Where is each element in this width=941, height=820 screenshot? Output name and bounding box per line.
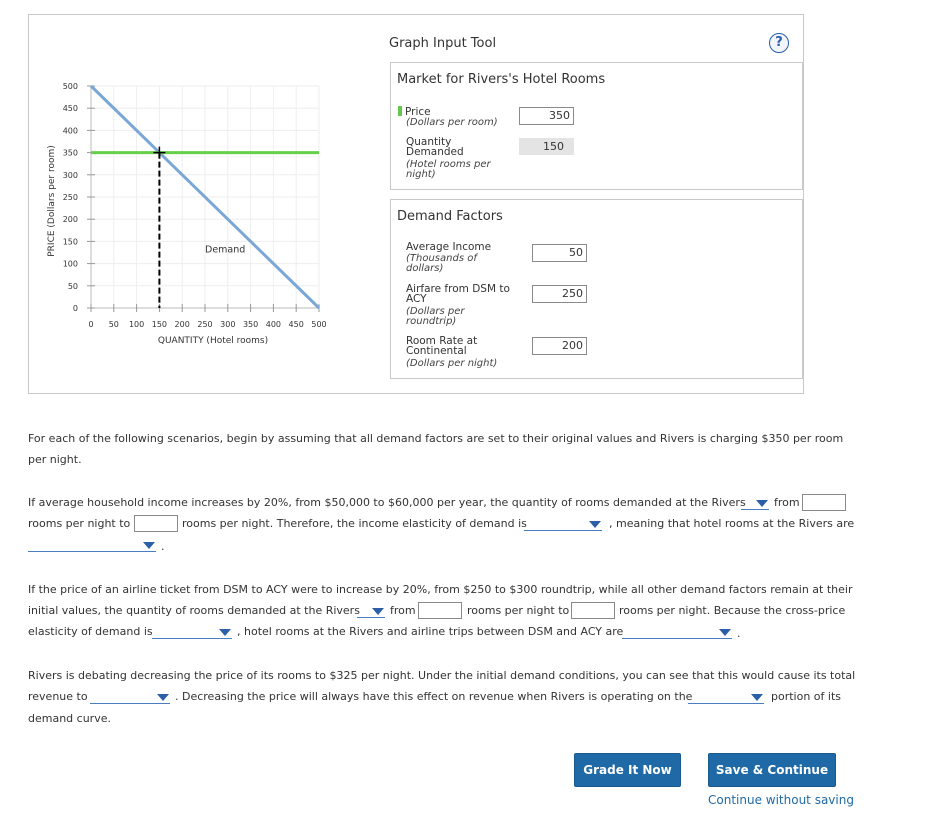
- q1-text-d: rooms per night. Therefore, the income elasticity of demand is: [182, 517, 527, 530]
- intro-line-2: per night.: [28, 453, 82, 466]
- airfare-label-1: Airfare from DSM to: [406, 283, 510, 295]
- market-panel: [390, 62, 803, 190]
- x-tick-label: 500: [311, 320, 327, 329]
- y-tick-label: 250: [62, 193, 78, 202]
- q2-relationship-dropdown[interactable]: [622, 625, 732, 639]
- tool-title: Graph Input Tool: [389, 36, 497, 51]
- demand-factors-panel: [390, 199, 803, 379]
- q1-text-e: , meaning that hotel rooms at the Rivers are: [609, 517, 855, 530]
- q3-portion-dropdown[interactable]: [688, 690, 764, 704]
- intro-line-1: For each of the following scenarios, begin by assuming that all demand factors are set to their original values and Rivers is charging $350 per room: [28, 432, 844, 445]
- chevron-down-icon: [157, 694, 169, 701]
- airfare-input[interactable]: 250: [532, 285, 587, 303]
- room-rate-label-1: Room Rate at: [406, 335, 478, 347]
- demand-curve-label: Demand: [205, 244, 246, 256]
- q1-good-type-dropdown[interactable]: [28, 538, 156, 552]
- q1-text-a: If average household income increases by 20%, from $50,000 to $60,000 per year, the quantity of rooms demanded at the Rivers: [28, 496, 746, 509]
- x-tick-label: 350: [242, 320, 259, 329]
- q3-text-c: . Decreasing the price will always have this effect on revenue when Rivers is operating on the: [175, 690, 693, 703]
- qty-label-2: Demanded: [406, 146, 464, 158]
- q2-elasticity-dropdown[interactable]: [152, 625, 232, 639]
- x-tick-label: 250: [197, 320, 213, 329]
- q2-text-d: rooms per night to: [467, 604, 570, 617]
- q3-revenue-dropdown[interactable]: [90, 690, 170, 704]
- qty-unit-1: (Hotel rooms per: [406, 159, 491, 170]
- room-rate-label-2: Continental: [406, 345, 467, 357]
- chevron-down-icon: [756, 500, 768, 507]
- price-unit: (Dollars per room): [406, 117, 498, 128]
- room-rate-input[interactable]: 200: [532, 337, 587, 355]
- x-tick-label: 450: [288, 320, 304, 329]
- q3-text-a: Rivers is debating decreasing the price of its rooms to $325 per night. Under the initial demand conditions, you can see that this would cause its total: [28, 669, 856, 682]
- q2-direction-dropdown[interactable]: [357, 604, 385, 618]
- q2-text-b: initial values, the quantity of rooms demanded at the Rivers: [28, 604, 360, 617]
- y-tick-label: 0: [72, 304, 78, 313]
- x-tick-label: 0: [88, 320, 94, 329]
- x-tick-label: 100: [128, 320, 145, 329]
- q2-text-g: , hotel rooms at the Rivers and airline trips between DSM and ACY are: [237, 625, 624, 638]
- income-unit-2: dollars): [406, 263, 444, 274]
- q1-text-from: from: [774, 496, 800, 509]
- q1-from-input[interactable]: [802, 494, 846, 511]
- grade-it-now-button[interactable]: Grade It Now: [574, 753, 681, 787]
- factors-panel-title: Demand Factors: [397, 209, 503, 224]
- q3-text-d: portion of its: [771, 690, 842, 703]
- save-continue-button[interactable]: Save & Continue: [708, 753, 836, 787]
- airfare-label-2: ACY: [406, 293, 427, 305]
- y-tick-label: 500: [62, 82, 78, 91]
- qty-unit-2: night): [406, 169, 436, 180]
- price-swatch-icon: [398, 106, 402, 116]
- continue-without-saving-link[interactable]: Continue without saving: [708, 793, 854, 807]
- chevron-down-icon: [219, 629, 231, 636]
- chevron-down-icon: [143, 542, 155, 549]
- x-tick-label: 300: [220, 320, 236, 329]
- chevron-down-icon: [372, 608, 384, 615]
- q2-text-f: elasticity of demand is: [28, 625, 153, 638]
- help-icon[interactable]: ?: [769, 33, 789, 53]
- q3-text-b: revenue to: [28, 690, 88, 703]
- x-axis-title: QUANTITY (Hotel rooms): [157, 336, 269, 346]
- y-tick-label: 450: [62, 104, 78, 114]
- qty-label-1: Quantity: [406, 136, 452, 148]
- y-tick-label: 150: [62, 237, 78, 247]
- airfare-unit-1: (Dollars per: [406, 306, 465, 317]
- demand-chart[interactable]: [40, 78, 340, 353]
- q2-from-input[interactable]: [418, 602, 462, 619]
- q2-text-a: If the price of an airline ticket from DSM to ACY were to increase by 20%, from $250 to $300 roundtrip, while all other demand factors remain at their: [28, 583, 853, 596]
- income-label: Average Income: [406, 241, 492, 253]
- x-tick-label: 150: [151, 320, 168, 329]
- q1-to-input[interactable]: [134, 515, 178, 532]
- x-tick-label: 200: [174, 320, 190, 329]
- q2-text-e: rooms per night. Because the cross-price: [619, 604, 846, 617]
- q1-direction-dropdown[interactable]: [741, 496, 769, 510]
- q1-text-period: .: [161, 540, 165, 553]
- y-tick-label: 100: [62, 259, 78, 269]
- price-input[interactable]: 350: [519, 107, 574, 125]
- q2-text-from: from: [390, 604, 416, 617]
- income-input[interactable]: 50: [532, 244, 587, 262]
- y-tick-label: 200: [62, 215, 78, 225]
- y-tick-label: 50: [67, 281, 78, 291]
- chevron-down-icon: [719, 629, 731, 636]
- q2-to-input[interactable]: [571, 602, 615, 619]
- q2-text-period: .: [737, 627, 741, 640]
- market-panel-title: Market for Rivers's Hotel Rooms: [397, 72, 606, 87]
- airfare-unit-2: roundtrip): [406, 316, 457, 327]
- income-unit-1: (Thousands of: [406, 253, 477, 264]
- q3-text-e: demand curve.: [28, 712, 111, 725]
- x-tick-label: 50: [108, 320, 119, 329]
- room-rate-unit: (Dollars per night): [406, 358, 498, 369]
- chevron-down-icon: [751, 694, 763, 701]
- y-axis-title: PRICE (Dollars per room): [47, 145, 57, 257]
- chevron-down-icon: [589, 521, 601, 528]
- q1-elasticity-dropdown[interactable]: [524, 517, 602, 531]
- y-tick-label: 300: [62, 170, 78, 180]
- x-tick-label: 400: [265, 320, 282, 329]
- y-tick-label: 350: [62, 148, 78, 158]
- y-tick-label: 400: [62, 126, 78, 136]
- qty-demanded-value: 150: [519, 138, 574, 155]
- q1-text-c: rooms per night to: [28, 517, 131, 530]
- price-label: Price: [398, 106, 431, 118]
